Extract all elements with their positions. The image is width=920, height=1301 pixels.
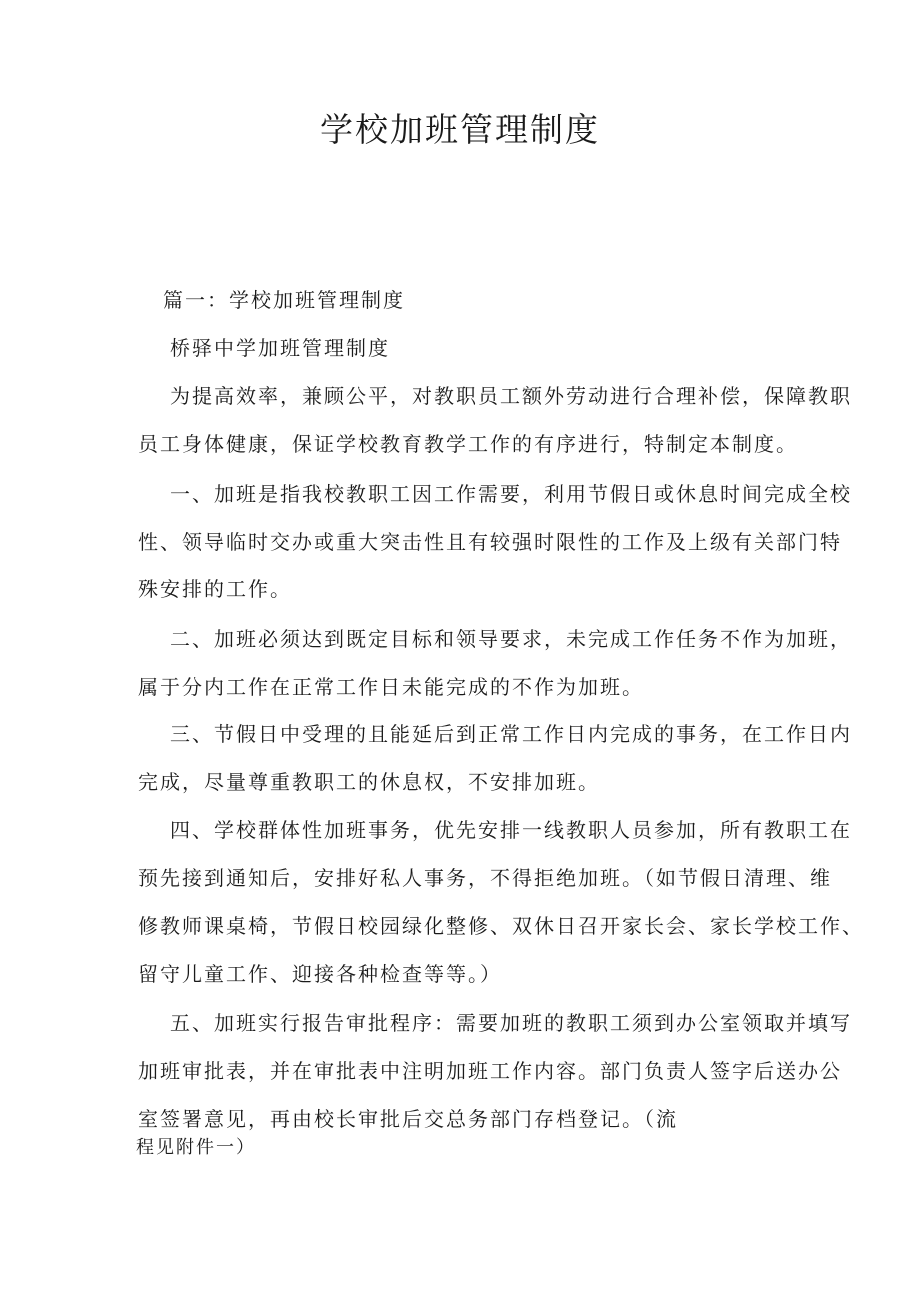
item-4-line: 修教师课桌椅，节假日校园绿化整修、双休日召开家长会、家长学校工作、 [138,914,864,938]
item-2-line: 属于分内工作在正常工作日未能完成的不作为加班。 [138,675,644,699]
item-5-line: 加班审批表，并在审批表中注明加班工作内容。部门负责人签字后送办公 [138,1059,842,1083]
item-1-line: 殊安排的工作。 [138,577,292,601]
item-1-line: 性、领导临时交办或重大突击性且有较强时限性的工作及上级有关部门特 [138,530,842,554]
item-5-line: 室签署意见，再由校长审批后交总务部门存档登记。（流 [138,1107,678,1131]
school-subtitle: 桥驿中学加班管理制度 [170,336,390,360]
item-4-line: 留守儿童工作、迎接各种检查等等。） [138,962,502,986]
item-5-line: 程见附件一） [136,1137,256,1158]
intro-line: 为提高效率，兼顾公平，对教职员工额外劳动进行合理补偿，保障教职 [170,384,852,408]
item-3-line: 三、节假日中受理的且能延后到正常工作日内完成的事务，在工作日内 [170,722,852,746]
section-label: 篇一：学校加班管理制度 [163,288,405,312]
item-5-line: 五、加班实行报告审批程序：需要加班的教职工须到办公室领取并填写 [170,1011,852,1035]
item-3-line: 完成，尽量尊重教职工的休息权，不安排加班。 [138,770,600,794]
intro-line: 员工身体健康，保证学校教育教学工作的有序进行，特制定本制度。 [138,432,798,456]
item-4-line: 四、学校群体性加班事务，优先安排一线教职人员参加，所有教职工在 [170,818,852,842]
item-2-line: 二、加班必须达到既定目标和领导要求，未完成工作任务不作为加班， [170,627,852,651]
document-title: 学校加班管理制度 [320,110,600,149]
item-1-line: 一、加班是指我校教职工因工作需要，利用节假日或休息时间完成全校 [170,482,852,506]
item-4-line: 预先接到通知后，安排好私人事务，不得拒绝加班。（如节假日清理、维 [138,866,832,890]
